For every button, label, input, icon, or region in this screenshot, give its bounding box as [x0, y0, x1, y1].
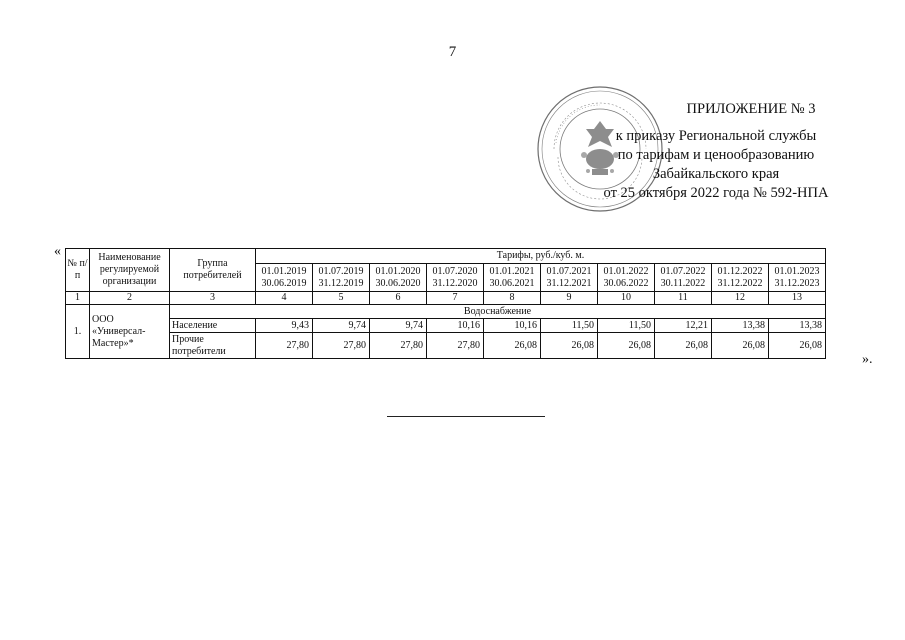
column-number: 7 [427, 292, 484, 305]
row-number: 1. [66, 305, 90, 359]
period-from: 01.07.2019 [318, 265, 364, 277]
period-from: 01.07.2020 [432, 265, 478, 277]
appendix-line: Забайкальского края [652, 166, 780, 182]
tariff-value: 12,21 [655, 319, 712, 333]
column-number: 3 [170, 292, 256, 305]
tariff-value: 26,08 [598, 333, 655, 359]
tariff-value: 11,50 [598, 319, 655, 333]
period-from: 01.07.2022 [660, 265, 706, 277]
column-number: 5 [313, 292, 370, 305]
period-to: 31.12.2020 [432, 277, 478, 289]
appendix-line: по тарифам и ценообразованию [617, 147, 815, 163]
period-to: 30.11.2022 [660, 277, 706, 289]
period-to: 31.12.2023 [774, 277, 820, 289]
header-period [712, 264, 769, 292]
organization-name: ООО «Универсал-Мастер»* [90, 305, 170, 359]
column-number: 10 [598, 292, 655, 305]
period-from: 01.07.2021 [546, 265, 592, 277]
period-to: 31.12.2022 [717, 277, 763, 289]
header-period [598, 264, 655, 292]
header-period [484, 264, 541, 292]
header-tariffs: Тарифы, руб./куб. м. [256, 249, 826, 264]
column-number: 13 [769, 292, 826, 305]
tariff-value: 9,74 [370, 319, 427, 333]
header-period [427, 264, 484, 292]
end-divider [387, 416, 545, 417]
section-water-supply: Водоснабжение [170, 305, 826, 319]
tariff-value: 26,08 [712, 333, 769, 359]
tariff-value: 27,80 [370, 333, 427, 359]
tariff-value: 13,38 [712, 319, 769, 333]
tariff-table [65, 248, 826, 359]
header-number: № п/п [66, 249, 90, 292]
closing-quote: ». [862, 352, 873, 367]
period-from: 01.01.2023 [774, 265, 820, 277]
period-to: 30.06.2021 [489, 277, 535, 289]
header-period [541, 264, 598, 292]
header-period [256, 264, 313, 292]
tariff-value: 9,43 [256, 319, 313, 333]
tariff-value: 26,08 [769, 333, 826, 359]
tariff-value: 11,50 [541, 319, 598, 333]
period-from: 01.12.2022 [717, 265, 763, 277]
period-to: 30.06.2022 [603, 277, 649, 289]
column-number: 6 [370, 292, 427, 305]
appendix-line: к приказу Региональной службы [615, 128, 817, 144]
opening-quote: « [54, 244, 61, 259]
consumer-group: Прочие потребители [170, 333, 256, 359]
tariff-value: 26,08 [484, 333, 541, 359]
tariff-value: 27,80 [256, 333, 313, 359]
tariff-value: 27,80 [313, 333, 370, 359]
tariff-value: 13,38 [769, 319, 826, 333]
header-period [655, 264, 712, 292]
tariff-value: 26,08 [541, 333, 598, 359]
header-period [313, 264, 370, 292]
header-period [769, 264, 826, 292]
tariff-value: 10,16 [484, 319, 541, 333]
appendix-header [566, 100, 866, 203]
header-period [370, 264, 427, 292]
tariff-value: 10,16 [427, 319, 484, 333]
period-from: 01.01.2020 [375, 265, 421, 277]
period-to: 30.06.2020 [375, 277, 421, 289]
appendix-line: от 25 октября 2022 года № 592-НПА [603, 185, 829, 201]
header-consumer-group: Группа потребителей [170, 249, 256, 292]
appendix-title: ПРИЛОЖЕНИЕ № 3 [686, 101, 816, 117]
period-from: 01.01.2022 [603, 265, 649, 277]
period-to: 31.12.2019 [318, 277, 364, 289]
period-from: 01.01.2021 [489, 265, 535, 277]
tariff-value: 26,08 [655, 333, 712, 359]
tariff-value: 27,80 [427, 333, 484, 359]
column-number: 2 [90, 292, 170, 305]
column-number: 12 [712, 292, 769, 305]
column-number: 1 [66, 292, 90, 305]
period-to: 30.06.2019 [261, 277, 307, 289]
header-organization: Наименование регулируемой организации [90, 249, 170, 292]
column-number: 4 [256, 292, 313, 305]
tariff-value: 9,74 [313, 319, 370, 333]
column-number: 9 [541, 292, 598, 305]
column-number: 11 [655, 292, 712, 305]
column-number: 8 [484, 292, 541, 305]
period-from: 01.01.2019 [261, 265, 307, 277]
page-number: 7 [448, 44, 457, 60]
period-to: 31.12.2021 [546, 277, 592, 289]
consumer-group: Население [170, 319, 256, 333]
